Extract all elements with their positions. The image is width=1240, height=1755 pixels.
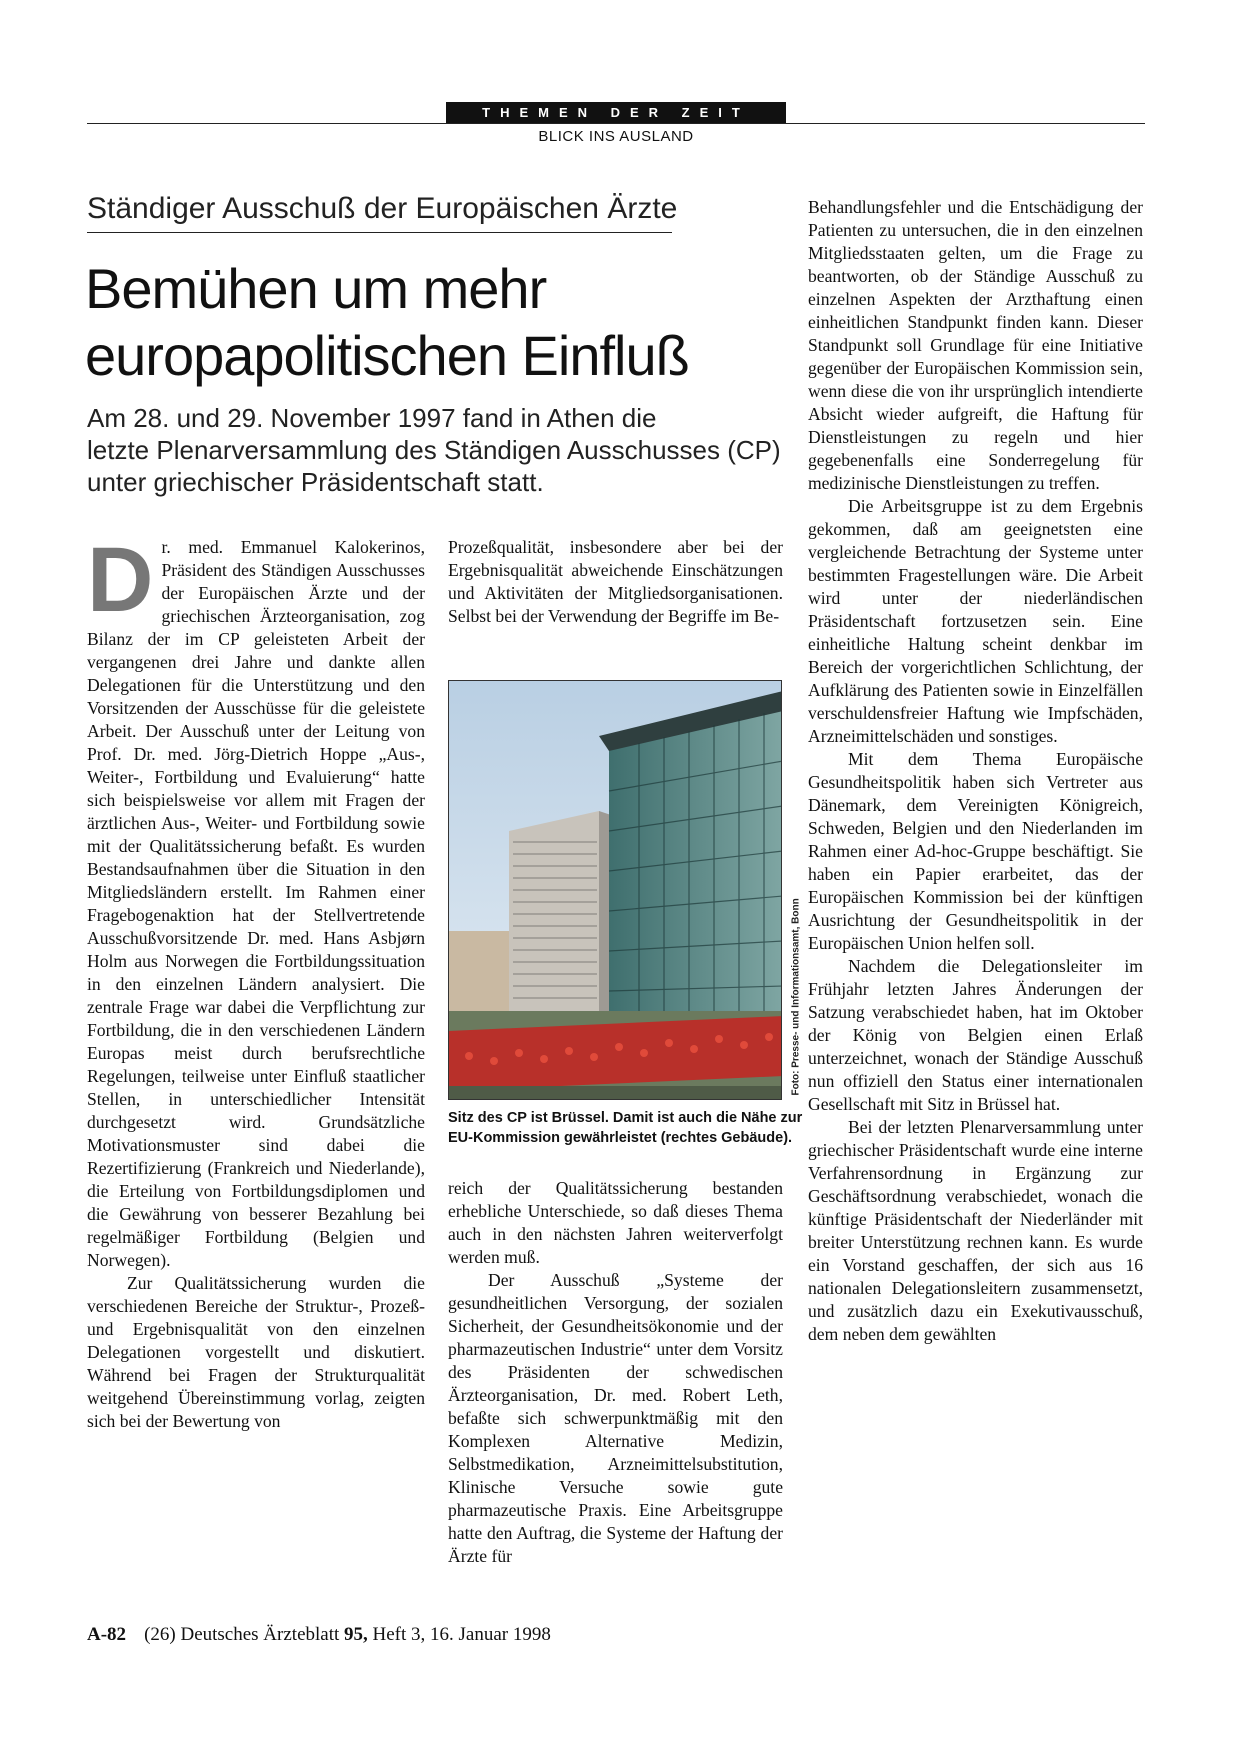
column-2-top bbox=[448, 536, 783, 628]
col3-paragraph-3: Mit dem Thema Europäische Gesundheitspolitik haben sich Vertreter aus Dänemark, dem Vereinigten Königreich, Schweden, Belgien und den Niederlanden im Rahmen einer Ad-hoc-Gruppe beschäftigt. Sie haben ein Papier erarbeitet, das der Europäischen Kommission bei der künftigen Ausrichtung der Gesundheitspolitik in der Europäischen Union helfen soll. bbox=[808, 749, 1143, 953]
headline-line-2: europapolitischen Einfluß bbox=[85, 324, 689, 387]
caption-line-1: Sitz des CP ist Brüssel. Damit ist auch die Nähe zur bbox=[448, 1110, 803, 1126]
col1-paragraph-2: Zur Qualitätssicherung wurden die verschiedenen Bereiche der Struktur-, Prozeß- und Ergebnisqualität von den einzelnen Delegationen vorgestellt und diskutiert. Während bei Fragen der Strukturqualität weitgehend Übereinstimmung vorlag, zeigten sich bei der Bewertung von bbox=[87, 1273, 425, 1431]
section-label: THEMEN DER ZEIT bbox=[446, 102, 786, 123]
column-1 bbox=[87, 529, 425, 1433]
col2-paragraph-top: Prozeßqualität, insbesondere aber bei der Ergebnisqualität abweichende Einschätzungen und Aktivitäten der Mitgliedsorganisationen. Selbst bei der Verwendung der Begriffe im Be- bbox=[448, 537, 783, 626]
article-kicker: Ständiger Ausschuß der Europäischen Ärzte bbox=[87, 192, 672, 233]
col2-paragraph-1: reich der Qualitätssicherung bestanden erhebliche Unterschiede, so daß dieses Thema auch in den nächsten Jahren weiterverfolgt werden muß. bbox=[448, 1178, 783, 1267]
page-number: A-82 bbox=[87, 1624, 127, 1645]
citation-prefix: (26) Deutsches Ärzteblatt bbox=[144, 1624, 345, 1645]
building-photo bbox=[448, 680, 782, 1100]
photo-credit-text: Foto: Presse- und Informationsamt, Bonn bbox=[790, 898, 802, 1096]
col3-paragraph-2: Die Arbeitsgruppe ist zu dem Ergebnis gekommen, daß am geeignetsten eine vergleichende Betrachtung der Systeme unter bestimmten Fragestellungen wäre. Die Arbeit wird unter der niederländischen Präsidentschaft fortzusetzen sein. Eine einheitliche Haltung scheint denkbar im Bereich der vorgerichtlichen Schlichtung, der Aufklärung des Patienten sowie in Einzelfällen verschuldensfreier Haftung wie Impfschäden, Arzneimittelschäden und sonstiges. bbox=[808, 496, 1143, 746]
page-footer bbox=[87, 1624, 551, 1646]
dropcap: D bbox=[87, 529, 154, 631]
lead-line-3: unter griechischer Präsidentschaft statt. bbox=[87, 467, 544, 497]
article-lead bbox=[87, 402, 787, 498]
headline-line-1: Bemühen um mehr bbox=[85, 257, 547, 320]
col1-paragraph-1: r. med. Emmanuel Kalokerinos, Präsident des Ständigen Ausschusses der Europäischen Ärzte und der griechischen Ärzteorganisation, zog Bilanz der im CP geleisteten Arbeit der vergangenen drei Jahre und dankte allen Delegationen für die Unterstützung und den Vorsitzenden der Ausschüsse für die geleistete Arbeit. Der Ausschuß unter der Leitung von Prof. Dr. med. Jörg-Dietrich Hoppe „Aus-, Weiter-, Fortbildung und Evaluierung“ hatte sich beispielsweise vor allem mit Fragen der ärztlichen Aus-, Weiter- und Fortbildung sowie mit der Qualitätssicherung befaßt. Es wurden Bestandsaufnahmen über die Situation in den Mitgliedsländern erstellt. Im Rahmen einer Fragebogenaktion hat der Stellvertretende Ausschußvorsitzende Dr. med. Hans Asbjørn Holm aus Norwegen die Fortbildungssituation in den einzelnen Ländern analysiert. Die zentrale Frage war dabei die Verpflichtung zur Fortbildung, die in den verschiedenen Ländern Europas meist durch berufsrechtliche Regelungen, teilweise unter Einfluß staatlicher Stellen, in unterschiedlicher Intensität durchgesetzt wird. Grundsätzliche Motivationsmuster sind dabei die Rezertifizierung (Frankreich und Niederlande), die Erteilung von Fortbildungsdiplomen und die Gewährung von besserer Bezahlung bei regelmäßiger Fortbildung (Belgien und Norwegen). bbox=[87, 537, 425, 1270]
col3-paragraph-4: Nachdem die Delegationsleiter im Frühjahr letzten Jahres Änderungen der Satzung verabschiedet haben, hat im Oktober der König von Belgien einen Erlaß unterzeichnet, wonach der Ständige Ausschuß nun offiziell den Status einer internationalen Gesellschaft mit Sitz in Brüssel hat. bbox=[808, 956, 1143, 1114]
col3-paragraph-5: Bei der letzten Plenarversammlung unter griechischer Präsidentschaft wurde eine interne Verfahrensordnung in Ergänzung zur Geschäftsordnung verabschiedet, wonach die künftige Präsidentschaft der Niederländer mit breiter Unterstützung rechnen kann. Es wurde ein Vorstand geschaffen, der sich aus 16 nationalen Delegationsleitern zusammensetzt, und zusätzlich dazu ein Exekutivausschuß, dem neben dem gewählten bbox=[808, 1117, 1143, 1344]
photo-credit bbox=[786, 680, 802, 1100]
caption-line-2: EU-Kommission gewährleistet (rechtes Gebäude). bbox=[448, 1130, 793, 1146]
header-rule bbox=[87, 123, 1145, 124]
column-2-bottom bbox=[448, 1177, 783, 1568]
lead-line-1: Am 28. und 29. November 1997 fand in Athen die bbox=[87, 403, 657, 433]
citation-suffix: Heft 3, 16. Januar 1998 bbox=[367, 1624, 551, 1645]
photo-caption bbox=[448, 1108, 803, 1148]
lead-line-2: letzte Plenarversammlung des Ständigen Ausschusses (CP) bbox=[87, 435, 781, 465]
article-headline bbox=[85, 255, 785, 389]
subsection-label: BLICK INS AUSLAND bbox=[538, 128, 694, 145]
col3-paragraph-1: Behandlungsfehler und die Entschädigung der Patienten zu untersuchen, die in den einzelnen Mitgliedsstaaten gelten, um die Frage zu beantworten, ob der Ständige Ausschuß zu einzelnen Aspekten der Arzthaftung einen einheitlichen Standpunkt finden kann. Dieser Standpunkt soll Grundlage für eine Initiative gegenüber der Europäischen Kommission sein, wenn diese die von ihr ursprünglich intendierte Absicht wieder aufgreift, die Haftung für Dienstleistungen zu regeln und hier gegebenenfalls eine Sonderregelung für medizinische Dienstleistungen zu treffen. bbox=[808, 197, 1143, 493]
col2-paragraph-2: Der Ausschuß „Systeme der gesundheitlichen Versorgung, der sozialen Sicherheit, der Gesundheitsökonomie und der pharmazeutischen Industrie“ unter dem Vorsitz des Präsidenten der schwedischen Ärzteorganisation, Dr. med. Robert Leth, befaßte sich schwerpunktmäßig mit den Komplexen Alternative Medizin, Selbstmedikation, Arzneimittelsubstitution, Klinische Versuche sowie gute pharmazeutische Praxis. Eine Arbeitsgruppe hatte den Auftrag, die Systeme der Haftung der Ärzte für bbox=[448, 1270, 783, 1566]
citation-volume: 95, bbox=[344, 1624, 368, 1645]
column-3 bbox=[808, 196, 1143, 1346]
building-photo-illustration bbox=[449, 681, 782, 1100]
